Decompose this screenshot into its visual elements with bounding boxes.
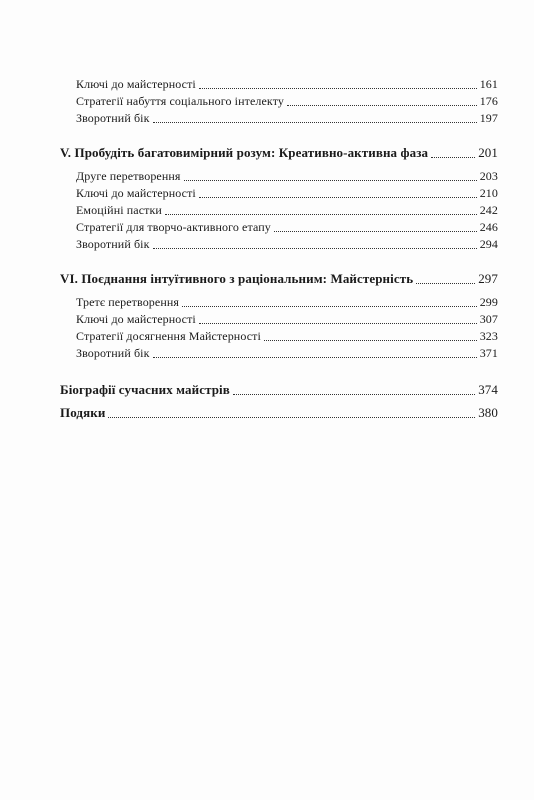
toc-entry-page: 197 — [479, 111, 498, 125]
toc-entry-page: 176 — [479, 94, 498, 108]
spacer — [60, 253, 498, 269]
chapter-page: 374 — [478, 382, 498, 397]
dot-leader — [199, 197, 477, 198]
chapter-title: Біографії сучасних майстрів — [60, 382, 230, 397]
toc-entry-title: Ключі до майстерності — [76, 77, 196, 91]
dot-leader — [274, 231, 477, 232]
toc-entry — [60, 236, 498, 253]
dot-leader — [108, 417, 475, 418]
toc-entry — [60, 202, 498, 219]
toc-entry-title: Стратегії набуття соціального інтелекту — [76, 94, 284, 108]
dot-leader — [165, 214, 477, 215]
toc-entry-page: 299 — [479, 295, 498, 309]
toc-chapter-6 — [60, 269, 498, 288]
toc-entry-page: 161 — [479, 77, 498, 91]
spacer — [60, 362, 498, 380]
dot-leader — [416, 283, 475, 284]
toc-entry — [60, 185, 498, 202]
dot-leader — [153, 357, 477, 358]
toc-entry-page: 246 — [479, 220, 498, 234]
toc-entry — [60, 76, 498, 93]
dot-leader — [264, 340, 477, 341]
toc-entry-page: 294 — [479, 237, 498, 251]
chapter-page: 297 — [478, 271, 498, 286]
toc-entry-title: Ключі до майстерності — [76, 312, 196, 326]
toc-entry-title: Друге перетворення — [76, 169, 181, 183]
toc-entry-page: 307 — [479, 312, 498, 326]
toc-entry — [60, 110, 498, 127]
chapter-title: V. Пробудіть багатовимірний розум: Креативно-активна фаза — [60, 145, 429, 160]
table-of-contents — [60, 76, 498, 422]
toc-entry — [60, 311, 498, 328]
dot-leader — [182, 306, 477, 307]
toc-entry-title: Ключі до майстерності — [76, 186, 196, 200]
dot-leader — [153, 248, 477, 249]
toc-entry-title: Третє перетворення — [76, 295, 179, 309]
toc-entry-title: Зворотний бік — [76, 346, 150, 360]
toc-entry-page: 242 — [479, 203, 498, 217]
chapter-page: 380 — [478, 405, 498, 420]
dot-leader — [153, 122, 477, 123]
toc-thanks — [60, 403, 498, 422]
toc-entry — [60, 345, 498, 362]
toc-entry-page: 203 — [479, 169, 498, 183]
spacer — [60, 127, 498, 143]
toc-entry-title: Зворотний бік — [76, 237, 150, 251]
toc-entry-title: Зворотний бік — [76, 111, 150, 125]
toc-entry — [60, 93, 498, 110]
dot-leader — [199, 323, 477, 324]
chapter-title: Подяки — [60, 405, 106, 420]
dot-leader — [233, 394, 475, 395]
toc-entry-title: Стратегії досягнення Майстерності — [76, 329, 261, 343]
chapter-page: 201 — [478, 145, 498, 160]
toc-entry — [60, 219, 498, 236]
dot-leader — [184, 180, 477, 181]
toc-entry-page: 323 — [479, 329, 498, 343]
toc-entry-title: Стратегії для творчо-активного етапу — [76, 220, 271, 234]
toc-entry — [60, 294, 498, 311]
toc-entry — [60, 168, 498, 185]
toc-entry-page: 210 — [479, 186, 498, 200]
toc-entry — [60, 328, 498, 345]
toc-biographies — [60, 380, 498, 399]
dot-leader — [431, 157, 475, 158]
dot-leader — [199, 88, 477, 89]
toc-entry-page: 371 — [479, 346, 498, 360]
toc-chapter-5 — [60, 143, 498, 162]
toc-entry-title: Емоційні пастки — [76, 203, 162, 217]
dot-leader — [287, 105, 477, 106]
chapter-title: VI. Поєднання інтуїтивного з раціональним: Майстерність — [60, 271, 414, 286]
